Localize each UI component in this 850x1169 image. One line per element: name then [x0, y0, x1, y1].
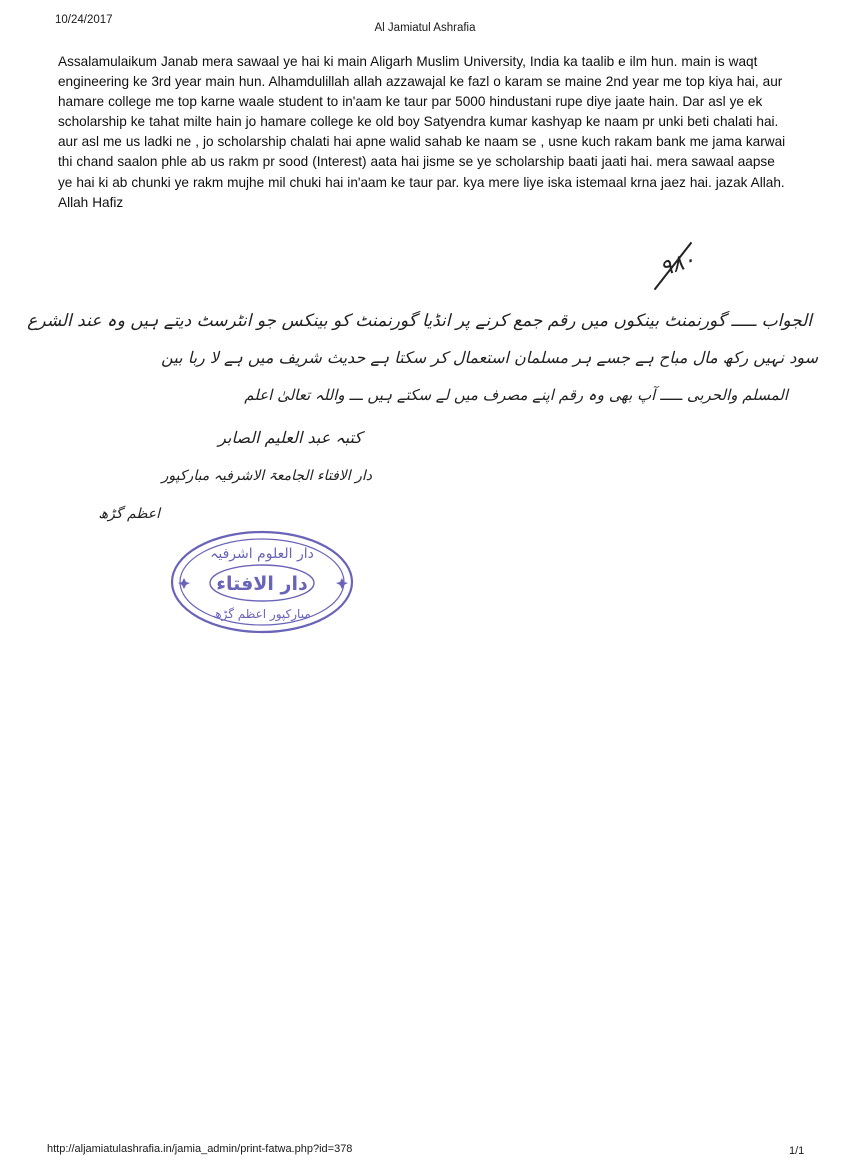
stamp-bottom-text: مبارکپور اعظم گڑھ — [213, 607, 311, 621]
footer-url: http://aljamiatulashrafia.in/jamia_admin/print-fatwa.php?id=378 — [47, 1143, 353, 1155]
answer-line-1: الجواب ـــــ گورنمنٹ بینکوں میں رقم جمع کرنے پر انڈیا گورنمنٹ کو بینکس جو انٹرسٹ دیتے ہیں وہ عند الشرع — [27, 311, 812, 331]
answer-line-3: المسلم والحربی ـــــ آپ بھی وہ رقم اپنے مصرف میں لے سکتے ہیں ـــ واللہ تعالیٰ اعلم — [244, 386, 788, 404]
fatwa-number: ٩٨٠ — [657, 247, 699, 282]
dar-ul-ifta-stamp — [168, 528, 356, 636]
answer-line-2: سود نہیں رکھ مال مباح ہے جسے ہر مسلمان استعمال کر سکتا ہے حدیث شریف میں ہے لا ربا بین — [161, 348, 818, 367]
print-date: 10/24/2017 — [55, 14, 113, 26]
page-number: 1/1 — [789, 1145, 805, 1157]
signature-name: کتبہ عبد العلیم الصابر — [218, 428, 362, 447]
question-text: Assalamulaikum Janab mera sawaal ye hai ki main Aligarh Muslim University, India ka taalib e ilm hun. main is waqt engineering ke 3rd year main hun. Alhamdulillah allah azzawajal ke fazl o karam se maine 2nd year me top kiya hai, aur hamare college me top karne waale student to in'aam ke taur par 5000 hindustani rupe diye jaate hain. Dar asl ye ek scholarship ke tahat milte hain jo hamare college ke old boy Satyendra kumar kashyap ke naam pr unki beti chalati hai. aur asl me us ladki ne , jo scholarship chalati hai apne walid sahab ke naam se , usne kuch rakam bank me jama karwai thi chand saalon phle ab us rakm pr sood (Interest) aata hai jisme se ye scholarship baati jaati hai. mera sawaal aapse ye hai ki ab chunki ye rakm mujhe mil chuki hai in'aam ke taur par. kya mere liye iska istemaal krna jaez hai. jazak Allah. Allah Hafiz — [58, 54, 786, 210]
signature-place: اعظم گڑھ — [98, 506, 160, 522]
stamp-top-text: دار العلوم اشرفیہ — [210, 546, 314, 562]
page-title: Al Jamiatul Ashrafia — [374, 22, 476, 34]
stamp-center-text: دار الافتاء — [216, 573, 308, 595]
signature-institution: دار الافتاء الجامعۃ الاشرفیہ مبارکپور — [161, 468, 372, 484]
